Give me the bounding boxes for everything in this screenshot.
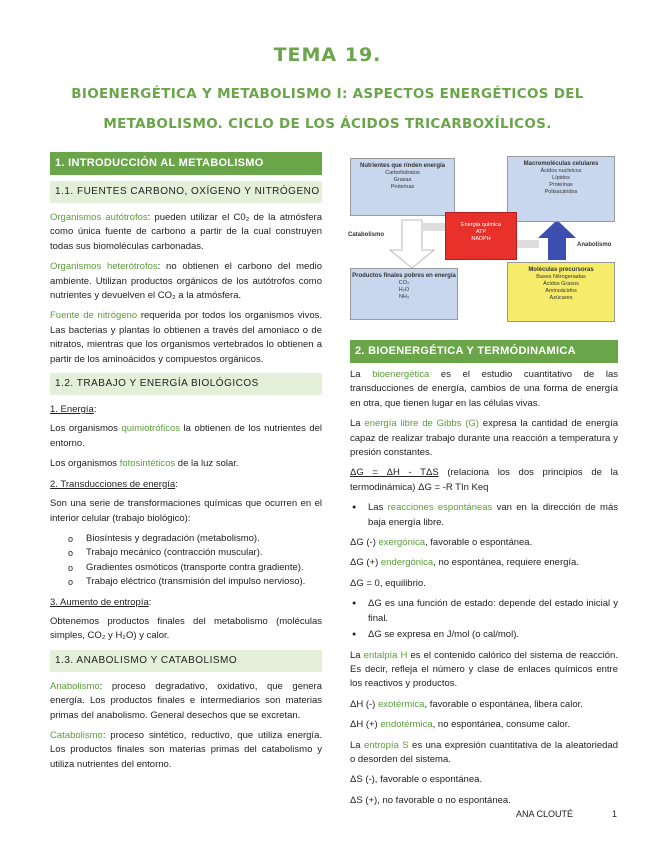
footer-author: ANA CLOUTÉ [516, 809, 574, 819]
box-precursor-molecules: Moléculas precursoras Bases Nitrogenadas Ácidos Grasos Aminoácidos Azúcares [507, 262, 615, 322]
term-bioenergetica: bioenergética [372, 369, 430, 380]
list-item: o Biosíntesis y degradación (metabolismo). [68, 532, 322, 546]
box-chemical-energy: Energía química ATP NADPH [445, 212, 517, 260]
transducciones-list [68, 532, 322, 590]
term-reacciones-espontaneas: reacciones espontáneas [387, 502, 493, 514]
subsection-heading-1-2: 1.2. TRABAJO Y ENERGÍA BIOLÓGICOS [50, 373, 322, 395]
state-function-list [350, 597, 618, 642]
term-entalpia: entalpía H [363, 649, 408, 661]
term-exotermica: exotérmica [377, 698, 425, 710]
list-item: ● ΔG es una función de estado: depende del estado inicial y final. [350, 597, 618, 626]
metabolism-diagram [342, 150, 621, 325]
page-title: TEMA 19. [273, 44, 382, 66]
term-endotermica: endotérmica [380, 719, 433, 731]
anabolism-arrow [538, 220, 576, 260]
paragraph-nitrogeno: Fuente de nitrógeno requerida por todos los organismos vivos. Las bacterias y plantas lo obtienen a través del amoniaco o de nitratos, mientras que los organismos vertebrados lo obtienen a partir de los aminoácidos y compuestos orgánicos. [50, 310, 322, 365]
paragraph-heterotrofos: Organismos heterótrofos: no obtienen el carbono del medio ambiente. Utilizan productos orgánicos de los autótrofos como nutrientes y devuelven el CO₂ a la atmósfera. [50, 261, 323, 302]
label-catabolismo: Catabolismo [348, 232, 385, 238]
list-item: ● ΔG se expresa en J/mol (o cal/mol). [350, 628, 618, 642]
label-anabolismo: Anabolismo [577, 242, 612, 248]
term-entropia: entropía S [364, 739, 409, 751]
paragraph-autotrofos: Organismos autótrofos: pueden utilizar el C0₂ de la atmósfera como única fuente de carbono a partir de la cual construyen todas sus biomoléculas carbonadas. [50, 212, 322, 252]
paragraph-fotosinteticos: Los organismos fotosintéticos de la luz solar. [50, 458, 239, 470]
subsection-heading-1-1: 1.1. FUENTES CARBONO, OXÍGENO Y NITRÓGENO [50, 181, 322, 203]
term-catabolismo: Catabolismo [50, 729, 103, 741]
line-endotermica: ΔH (+) endotérmica, no espontánea, consume calor. [350, 719, 570, 731]
term-gibbs: energía libre de Gibbs (G) [364, 418, 479, 430]
box-macromolecules: Macromoléculas celulares Ácidos nucleicos Lípidos Proteínas Polisacáridos [507, 156, 615, 222]
line-exotermica: ΔH (-) exotérmica, favorable o espontánea, libera calor. [350, 698, 583, 710]
paragraph-formula: ΔG = ΔH - TΔS (relaciona los dos principios de la termodinámica) ΔG = -R TIn Keq [350, 467, 618, 493]
line-equilibrio: ΔG = 0, equilibrio. [350, 577, 426, 589]
term-endergonica: endergónica [380, 557, 434, 569]
paragraph-entalpia: La entalpía H es el contenido calórico del sistema de reacción. Es decir, refleja el número y clase de enlaces químicos entre los reactivos y productos. [350, 649, 618, 690]
term-quimiotroficos: quimiotróficos [121, 423, 181, 435]
line-entropia-negativa: ΔS (-), favorable o espontánea. [350, 774, 483, 786]
entropia-heading: 3. Aumento de entropía: [50, 596, 152, 608]
paragraph-anabolismo: Anabolismo: proceso degradativo, oxidativo, que genera energía. Los productos finales e intermediarios son materias primas del anabolismo. General desechos que se excretan. [50, 680, 322, 721]
list-item: o Gradientes osmóticos (transporte contra gradiente). [68, 561, 322, 575]
term-nitrogeno: Fuente de nitrógeno [50, 310, 138, 322]
term-exergonica: exergónica [378, 537, 425, 549]
connector-left [422, 223, 446, 231]
term-anabolismo: Anabolismo [50, 680, 100, 692]
paragraph-transducciones: Son una serie de transformaciones químicas que ocurren en el interior celular (trabajo biológico): [50, 498, 322, 524]
energia-heading: 1. Energía: [50, 404, 97, 416]
line-endergonica: ΔG (+) endergónica, no espontánea, requiere energía. [350, 557, 579, 569]
page-subtitle-line-1: BIOENERGÉTICA Y METABOLISMO I: ASPECTOS ENERGÉTICOS DEL [71, 86, 584, 102]
box-nutrients: Nutrientes que rinden energía Carbohidratos Grasas Proteínas [350, 158, 455, 216]
section-heading-2: 2. BIOENERGÉTICA Y TERMÓDINAMICA [350, 340, 618, 363]
paragraph-bioenergetica: La bioenergética es el estudio cuantitativo de las transducciones de energía, cambios de una forma de energía en otra, que tienen lugar en las células vivas. [350, 369, 618, 409]
left-column [50, 152, 322, 778]
right-column [350, 340, 618, 814]
term-fotosinteticos: fotosintéticos [119, 458, 176, 470]
line-entropia-positiva: ΔS (+), no favorable o no espontánea. [350, 794, 511, 806]
term-autotrofos: Organismos autótrofos [50, 212, 148, 223]
section-heading-1: 1. INTRODUCCIÓN AL METABOLISMO [50, 152, 322, 175]
paragraph-gibbs: La energía libre de Gibbs (G) expresa la cantidad de energía capaz de realizar trabajo durante una reacción a temperatura y presión constantes. [350, 418, 618, 459]
list-item: ● Las reacciones espontáneas van en la dirección de más baja energía libre. [350, 501, 618, 530]
line-exergonica: ΔG (-) exergónica, favorable o espontánea. [350, 537, 533, 549]
page-subtitle-line-2: METABOLISMO. CICLO DE LOS ÁCIDOS TRICARBOXÍLICOS. [103, 116, 552, 132]
term-heterotrofos: Organismos heterótrofos [50, 261, 158, 273]
list-item: o Trabajo mecánico (contracción muscular). [68, 546, 322, 560]
list-item: o Trabajo eléctrico (transmisión del impulso nervioso). [68, 575, 322, 589]
paragraph-entropia-s: La entropía S es una expresión cuantitativa de la aleatoriedad o desorden del sistema. [350, 739, 618, 765]
formula-gibbs: ΔG = ΔH - TΔS [350, 467, 439, 479]
spontaneous-list [350, 501, 618, 530]
connector-right [517, 240, 539, 248]
footer-page-number: 1 [612, 809, 618, 819]
paragraph-quimiotroficos: Los organismos quimiotróficos la obtienen de los nutrientes del entorno. [50, 423, 323, 449]
paragraph-catabolismo: Catabolismo: proceso sintético, reductivo, que utiliza energía. Los productos finales son materias primas del catabolismo y utiliza nutrientes del entorno. [50, 729, 322, 770]
box-final-products: Productos finales pobres en energía CO₂ H₂O NH₃ [350, 268, 458, 320]
paragraph-entropia: Obtenemos productos finales del metabolismo (moléculas simples, CO₂ y H₂O) y calor. [50, 615, 322, 642]
transducciones-heading: 2. Transducciones de energía: [50, 478, 178, 490]
subsection-heading-1-3: 1.3. ANABOLISMO Y CATABOLISMO [50, 650, 322, 672]
